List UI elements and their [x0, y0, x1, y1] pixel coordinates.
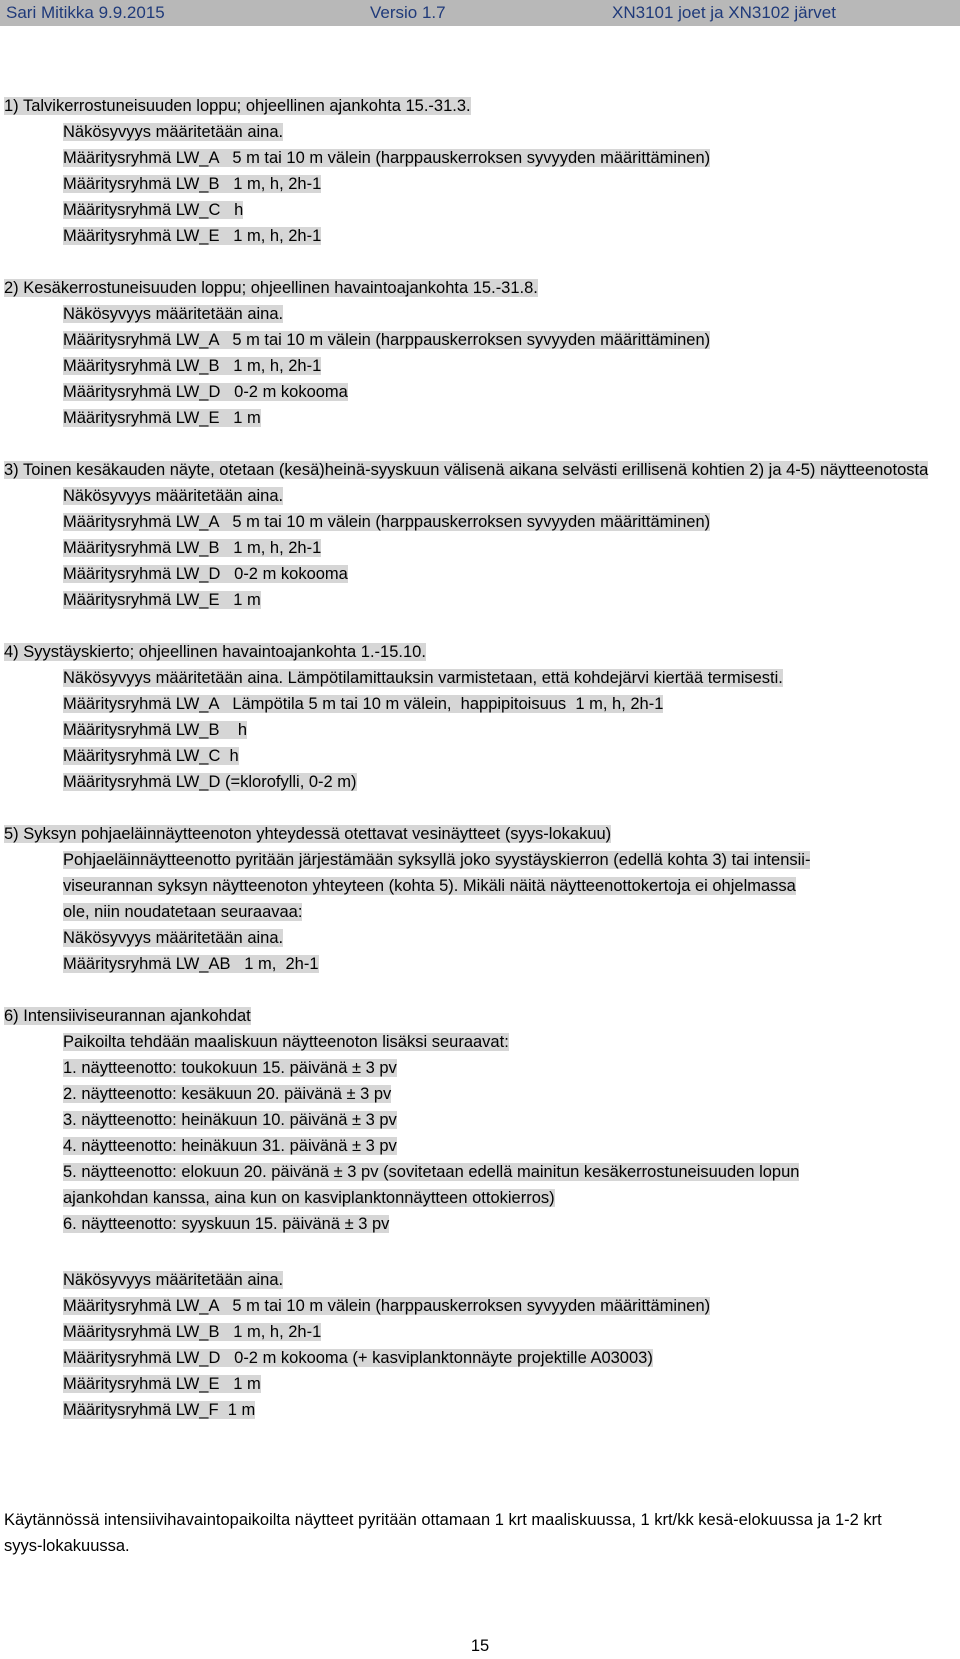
- section-6-line: Määritysryhmä LW_D 0-2 m kokooma (+ kasviplanktonnäyte projektille A03003): [63, 1349, 653, 1367]
- section-1-heading: 1) Talvikerrostuneisuuden loppu; ohjeellinen ajankohta 15.-31.3.: [4, 97, 471, 115]
- section-6-line: Näkösyvyys määritetään aina.: [63, 1271, 284, 1289]
- document-body: [4, 93, 954, 1423]
- section-2-line: Näkösyvyys määritetään aina.: [63, 305, 284, 323]
- section-5-line: Määritysryhmä LW_AB 1 m, 2h-1: [63, 955, 319, 973]
- section-6-heading: 6) Intensiiviseurannan ajankohdat: [4, 1007, 251, 1025]
- sampling-item: 3. näytteenotto: heinäkuun 10. päivänä ± 3 pv: [63, 1111, 397, 1129]
- closing-note: Käytännössä intensiivihavaintopaikoilta näytteet pyritään ottamaan 1 krt maaliskuussa, 1 krt/kk kesä-elokuussa ja 1-2 krt syys-lokakuussa.: [4, 1511, 882, 1555]
- sampling-item: 6. näytteenotto: syyskuun 15. päivänä ± 3 pv: [63, 1215, 390, 1233]
- sampling-item: 5. näytteenotto: elokuun 20. päivänä ± 3 pv (sovitetaan edellä mainitun kesäkerrostuneisuuden lopun: [63, 1163, 800, 1181]
- section-4-heading: 4) Syystäyskierto; ohjeellinen havaintoajankohta 1.-15.10.: [4, 643, 426, 661]
- section-3-line: Määritysryhmä LW_D 0-2 m kokooma: [63, 565, 348, 583]
- section-3-line: Määritysryhmä LW_B 1 m, h, 2h-1: [63, 539, 322, 557]
- section-5-heading: 5) Syksyn pohjaeläinnäytteenoton yhteydessä otettavat vesinäytteet (syys-lokakuu): [4, 825, 612, 843]
- section-4-line: Määritysryhmä LW_D (=klorofylli, 0-2 m): [63, 773, 357, 791]
- section-6-line: Määritysryhmä LW_B 1 m, h, 2h-1: [63, 1323, 322, 1341]
- section-6-line: Määritysryhmä LW_A 5 m tai 10 m välein (harppauskerroksen syvyyden määrittäminen): [63, 1297, 711, 1315]
- header-author-date: Sari Mitikka 9.9.2015: [6, 3, 165, 22]
- section-4-line: Määritysryhmä LW_C h: [63, 747, 239, 765]
- section-3-line: Määritysryhmä LW_A 5 m tai 10 m välein (harppauskerroksen syvyyden määrittäminen): [63, 513, 711, 531]
- section-4-line: Näkösyvyys määritetään aina. Lämpötilamittauksin varmistetaan, että kohdejärvi kiertää termisesti.: [63, 669, 783, 687]
- section-2-line: Määritysryhmä LW_B 1 m, h, 2h-1: [63, 357, 322, 375]
- section-2-line: Määritysryhmä LW_A 5 m tai 10 m välein (harppauskerroksen syvyyden määrittäminen): [63, 331, 711, 349]
- section-2-heading: 2) Kesäkerrostuneisuuden loppu; ohjeellinen havaintoajankohta 15.-31.8.: [4, 279, 538, 297]
- section-6-intro: Paikoilta tehdään maaliskuun näytteenoton lisäksi seuraavat:: [63, 1033, 509, 1051]
- section-6-line: Määritysryhmä LW_F 1 m: [63, 1401, 256, 1419]
- section-5-line: Näkösyvyys määritetään aina.: [63, 929, 284, 947]
- section-3-line: Määritysryhmä LW_E 1 m: [63, 591, 261, 609]
- section-3-line: Näkösyvyys määritetään aina.: [63, 487, 284, 505]
- section-1-line: Määritysryhmä LW_C h: [63, 201, 244, 219]
- header-title: XN3101 joet ja XN3102 järvet: [612, 3, 836, 22]
- sampling-item: 1. näytteenotto: toukokuun 15. päivänä ± 3 pv: [63, 1059, 397, 1077]
- section-1-line: Määritysryhmä LW_A 5 m tai 10 m välein (harppauskerroksen syvyyden määrittäminen): [63, 149, 711, 167]
- section-2-line: Määritysryhmä LW_E 1 m: [63, 409, 261, 427]
- section-6-line: Määritysryhmä LW_E 1 m: [63, 1375, 261, 1393]
- page-header: [0, 0, 960, 26]
- sampling-item: 2. näytteenotto: kesäkuun 20. päivänä ± 3 pv: [63, 1085, 392, 1103]
- section-5-paragraph-line: Pohjaeläinnäytteenotto pyritään järjestämään syksyllä joko syystäyskierron (edellä kohta 3) tai intensii-: [63, 851, 811, 869]
- section-4-line: Määritysryhmä LW_B h: [63, 721, 247, 739]
- sampling-item: 4. näytteenotto: heinäkuun 31. päivänä ± 3 pv: [63, 1137, 397, 1155]
- page-number: 15: [470, 1637, 490, 1655]
- section-5-paragraph-line: ole, niin noudatetaan seuraavaa:: [63, 903, 303, 921]
- section-3-heading: 3) Toinen kesäkauden näyte, otetaan (kesä)heinä-syyskuun välisenä aikana selvästi erillisenä kohtien 2) ja 4-5) näytteenotosta: [4, 461, 929, 479]
- section-2-line: Määritysryhmä LW_D 0-2 m kokooma: [63, 383, 348, 401]
- section-5-paragraph-line: viseurannan syksyn näytteenoton yhteyteen (kohta 5). Mikäli näitä näytteenottokertoja ei ohjelmassa: [63, 877, 796, 895]
- sampling-item-continued: ajankohdan kanssa, aina kun on kasviplanktonnäytteen ottokierros): [63, 1189, 555, 1207]
- header-version: Versio 1.7: [370, 3, 446, 22]
- section-4-line: Määritysryhmä LW_A Lämpötila 5 m tai 10 m välein, happipitoisuus 1 m, h, 2h-1: [63, 695, 664, 713]
- section-1-line: Näkösyvyys määritetään aina.: [63, 123, 284, 141]
- section-1-line: Määritysryhmä LW_E 1 m, h, 2h-1: [63, 227, 322, 245]
- section-1: [4, 93, 954, 119]
- section-1-line: Määritysryhmä LW_B 1 m, h, 2h-1: [63, 175, 322, 193]
